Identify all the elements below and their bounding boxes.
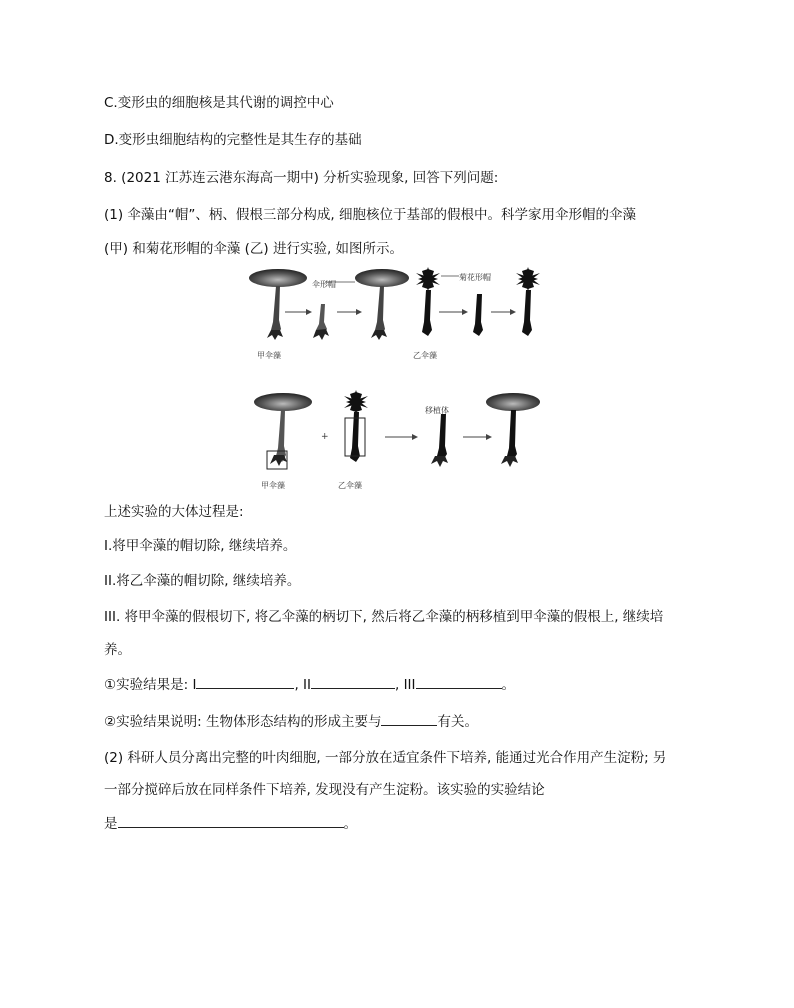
result-1-prefix: ①实验结果是: I bbox=[104, 677, 197, 693]
label-transplant: 移植体 bbox=[425, 406, 449, 415]
acetabularia-diagram bbox=[245, 262, 555, 494]
conclusion-end: 。 bbox=[343, 816, 357, 832]
answer-blank-conclusion[interactable] bbox=[118, 813, 344, 828]
part2-line3 bbox=[104, 813, 357, 834]
result-1-sep-ii: , II bbox=[294, 677, 311, 693]
jia-umbrella-alga-bottom bbox=[254, 393, 312, 469]
conclusion-prefix: 是 bbox=[104, 816, 118, 832]
result-1-end: 。 bbox=[501, 677, 516, 693]
yi-chrysanthemum-alga-bottom bbox=[344, 390, 368, 462]
step-3-line2: 养。 bbox=[104, 642, 131, 658]
label-chrysanthemum-cap: 菊花形帽 bbox=[459, 273, 491, 282]
label-yi-bottom: 乙伞藻 bbox=[338, 481, 362, 490]
part2-line2: 一部分搅碎后放在同样条件下培养, 发现没有产生淀粉。该实验的实验结论 bbox=[104, 782, 545, 798]
part2-line1: (2) 科研人员分离出完整的叶肉细胞, 一部分放在适宜条件下培养, 能通过光合作用产生淀粉; 另 bbox=[104, 750, 667, 766]
step-1: I.将甲伞藻的帽切除, 继续培养。 bbox=[104, 538, 297, 554]
result-question-1 bbox=[104, 674, 515, 695]
step-3-line1: III. 将甲伞藻的假根切下, 将乙伞藻的柄切下, 然后将乙伞藻的柄移植到甲伞藻的假根上, 继续培 bbox=[104, 609, 664, 625]
result-2-suffix: 有关。 bbox=[437, 714, 478, 730]
label-jia-top: 甲伞藻 bbox=[257, 351, 281, 360]
process-heading: 上述实验的大体过程是: bbox=[104, 504, 244, 520]
yi-regenerated bbox=[516, 267, 540, 336]
line-option-c: C.变形虫的细胞核是其代谢的调控中心 bbox=[104, 95, 334, 111]
part1-intro-line1: (1) 伞藻由“帽”、柄、假根三部分构成, 细胞核位于基部的假根中。科学家用伞形帽的伞藻 bbox=[104, 207, 636, 223]
result-1-sep-iii: , III bbox=[394, 677, 416, 693]
answer-blank-iii[interactable] bbox=[416, 674, 502, 689]
answer-blank-ii[interactable] bbox=[311, 674, 395, 689]
step-2: II.将乙伞藻的帽切除, 继续培养。 bbox=[104, 573, 301, 589]
yi-cap-removed bbox=[473, 294, 483, 336]
part1-intro-line2: (甲) 和菊花形帽的伞藻 (乙) 进行实验, 如图所示。 bbox=[104, 241, 404, 257]
line-option-d: D.变形虫细胞结构的完整性是其生存的基础 bbox=[104, 132, 362, 148]
plus-sign: + bbox=[321, 432, 329, 442]
label-umbrella-cap: 伞形帽 bbox=[312, 280, 336, 289]
label-jia-bottom: 甲伞藻 bbox=[261, 481, 285, 490]
question-8-header: 8. (2021 江苏连云港东海高一期中) 分析实验现象, 回答下列问题: bbox=[104, 170, 499, 186]
answer-blank-factor[interactable] bbox=[381, 711, 437, 726]
transplant-body bbox=[431, 414, 448, 467]
label-yi-top: 乙伞藻 bbox=[413, 351, 437, 360]
jia-umbrella-alga-top bbox=[249, 269, 307, 340]
result-2-prefix: ②实验结果说明: 生物体形态结构的形成主要与 bbox=[104, 714, 382, 730]
jia-cap-removed bbox=[313, 304, 329, 340]
transplant-regenerated bbox=[486, 393, 540, 467]
answer-blank-i[interactable] bbox=[196, 674, 294, 689]
yi-chrysanthemum-alga-top bbox=[416, 267, 440, 336]
jia-regenerated bbox=[355, 269, 409, 340]
result-question-2 bbox=[104, 711, 478, 732]
experiment-figure bbox=[245, 262, 555, 494]
